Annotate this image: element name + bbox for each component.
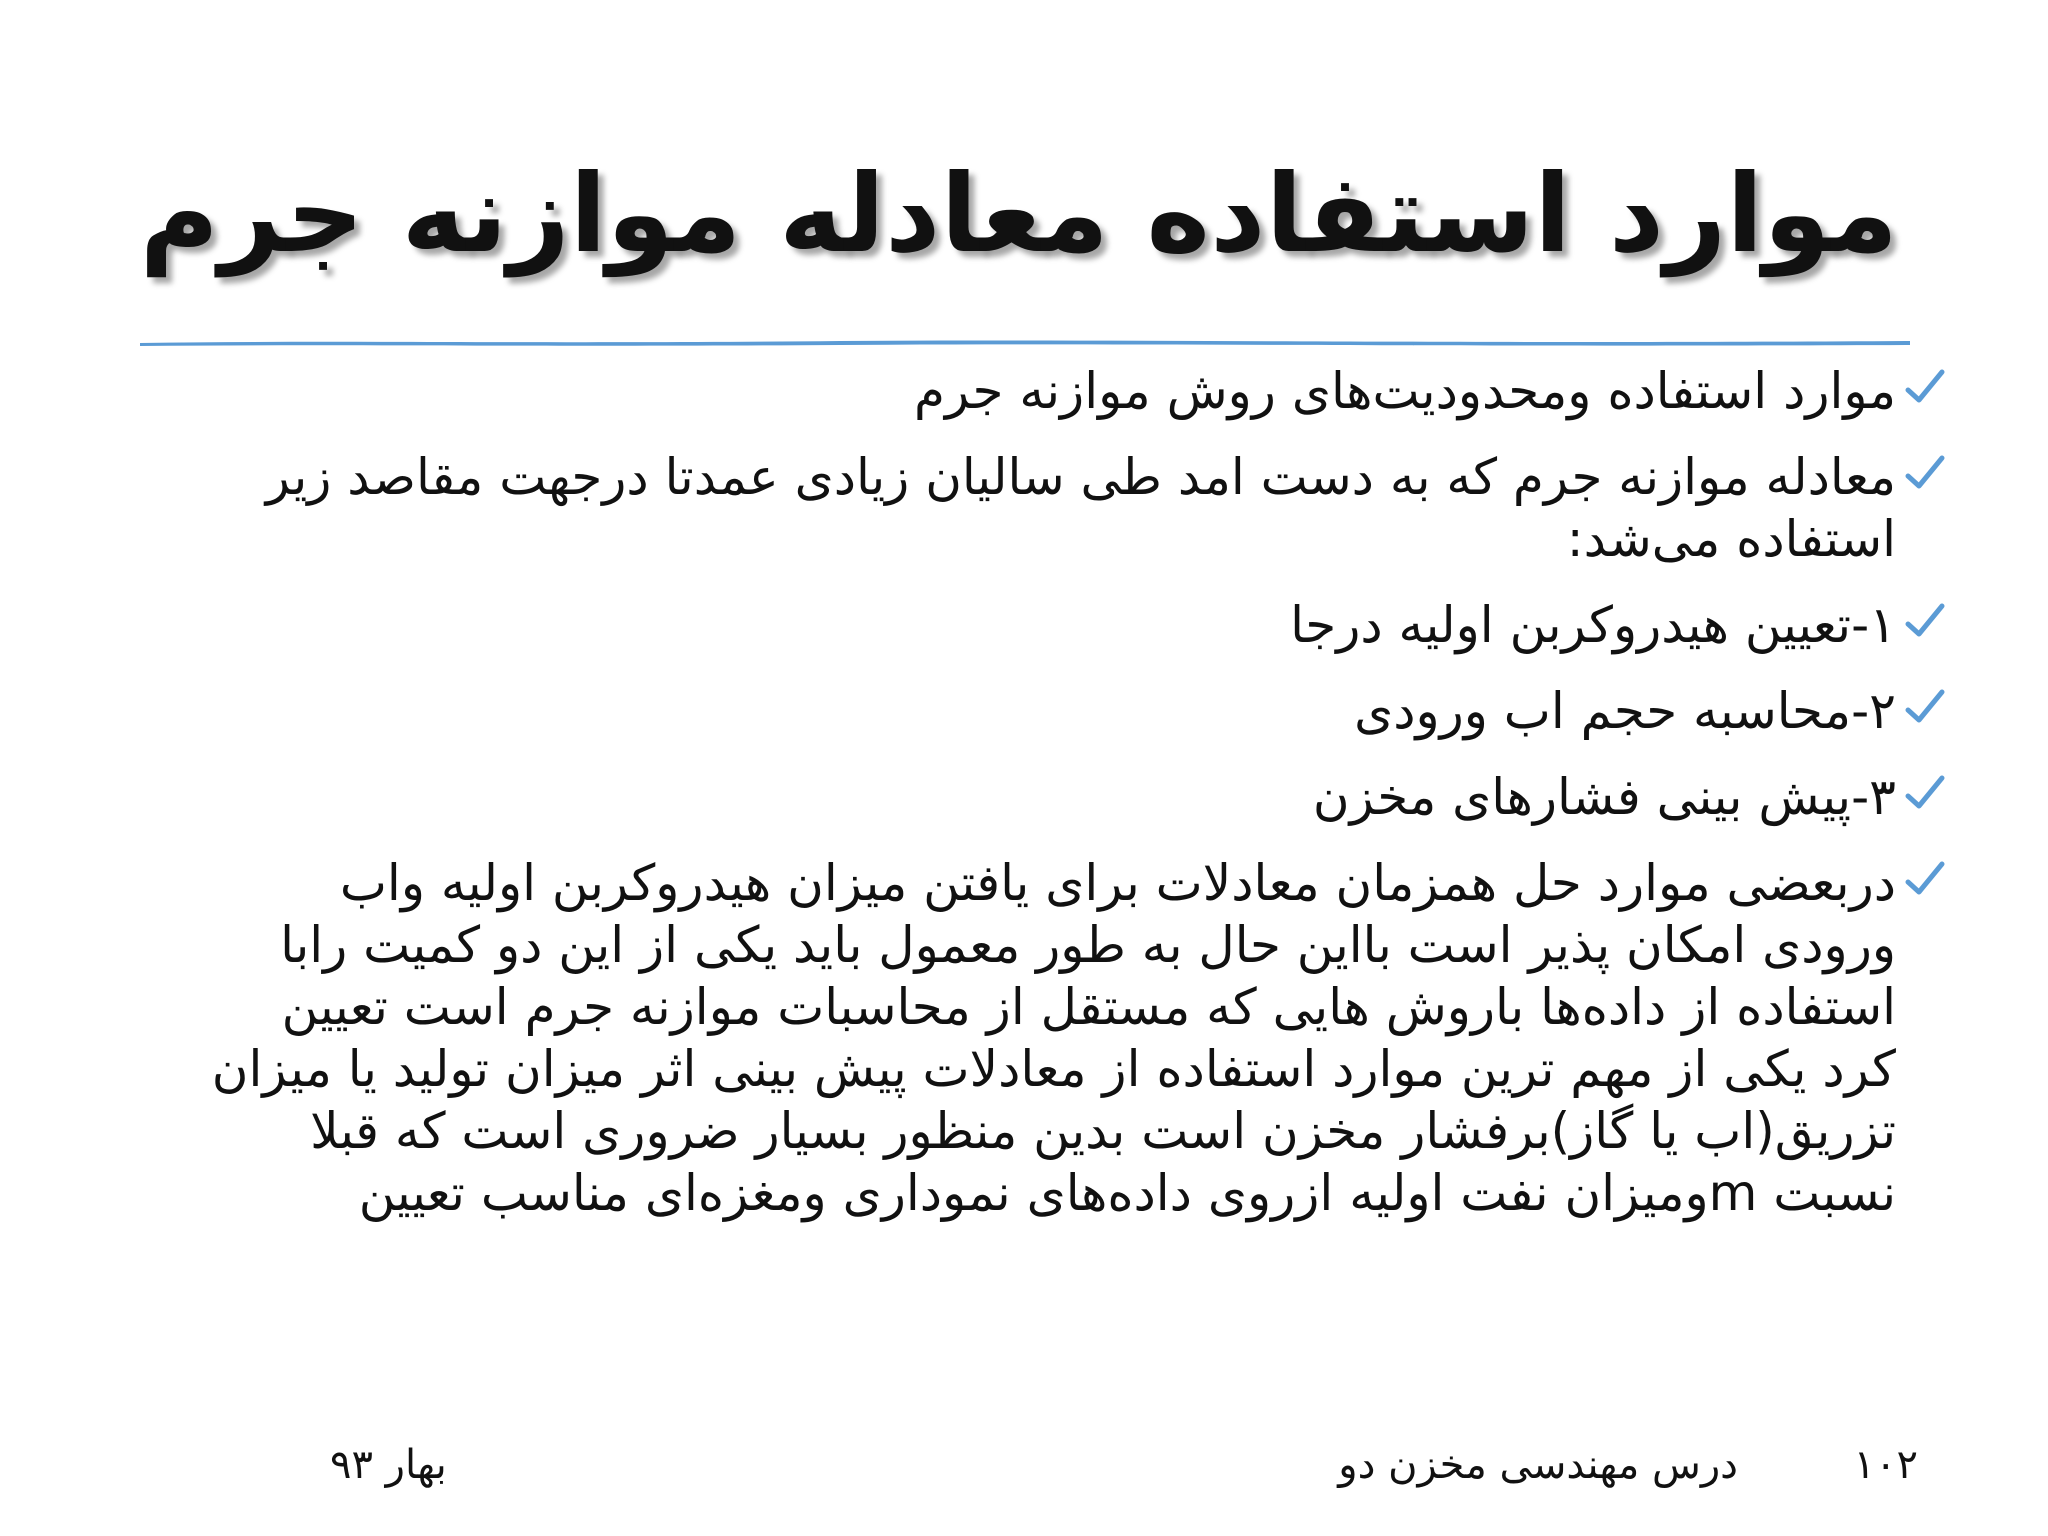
- bullet-text: ۱-تعیین هیدروکربن اولیه درجا: [1290, 596, 1896, 654]
- bullet-text: ۳-پیش بینی فشارهای مخزن: [1312, 768, 1896, 826]
- title-divider: [140, 336, 1910, 348]
- checkmark-icon: [1902, 772, 1946, 816]
- checkmark-icon: [1902, 452, 1946, 496]
- bullet-item: [138, 594, 1938, 656]
- slide-title: موارد استفاده معادله موازنه جرم: [139, 152, 1898, 277]
- checkmark-icon: [1902, 858, 1946, 902]
- bullet-item: [138, 446, 1938, 570]
- footer-course-name: درس مهندسی مخزن دو: [1338, 1442, 1738, 1488]
- checkmark-icon: [1902, 366, 1946, 410]
- checkmark-icon: [1902, 686, 1946, 730]
- footer-page-number: ۱۰۲: [1853, 1442, 1918, 1488]
- checkmark-icon: [1902, 600, 1946, 644]
- footer-term: بهار ۹۳: [330, 1442, 447, 1488]
- bullet-text: موارد استفاده ومحدودیت‌های روش موازنه جرم: [913, 362, 1896, 420]
- bullet-text: دربعضی موارد حل همزمان معادلات برای یافتن میزان هیدروکربن اولیه واب ورودی امکان پذیر است بااین حال به طور معمول باید یکی از این دو کمیت رابا استفاده از داده‌ها باروش هایی که مستقل از محاسبات موازنه جرم است تعیین کرد یکی از مهم ترین موارد استفاده از معادلات پیش بینی اثر میزان تولید یا میزان تزریق(اب یا گاز)برفشار مخزن است بدین منظور بسیار ضروری است که قبلا نسبت mومیزان نفت اولیه ازروی داده‌های نموداری ومغزه‌ای مناسب تعیین: [211, 854, 1896, 1222]
- bullet-list: [138, 360, 1938, 1248]
- bullet-item: [196, 852, 1938, 1224]
- bullet-item: [138, 766, 1938, 828]
- bullet-item: [138, 680, 1938, 742]
- bullet-item: [138, 360, 1938, 422]
- bullet-text: ۲-محاسبه حجم اب ورودی: [1354, 682, 1896, 740]
- bullet-text: معادله موازنه جرم که به دست امد طی سالیان زیادی عمدتا درجهت مقاصد زیر استفاده می‌شد:: [265, 448, 1896, 568]
